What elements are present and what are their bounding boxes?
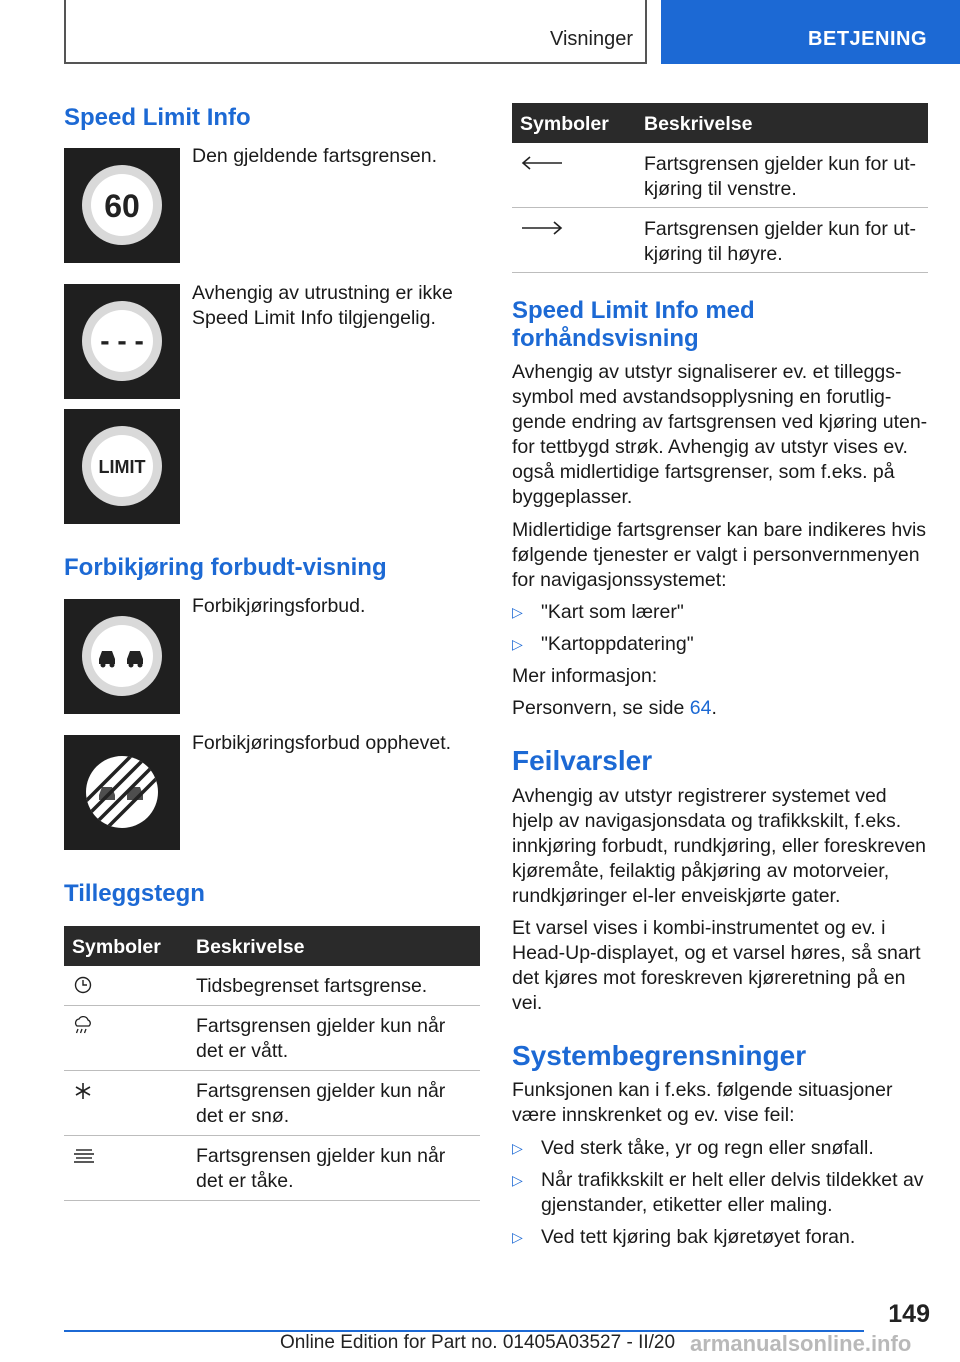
bullet-text: Når trafikkskilt er helt eller delvis tildekket av gjenstander, etiketter eller maling. bbox=[541, 1169, 924, 1216]
no-overtaking-sign-icon bbox=[64, 599, 180, 714]
sign-dash-text: - - - bbox=[100, 325, 144, 356]
errors-heading: Feilvarsler bbox=[512, 745, 653, 776]
row-description: Tidsbegrenset fartsgrense. bbox=[196, 975, 428, 997]
extra-signs-table bbox=[64, 926, 480, 1200]
arrow-left-icon bbox=[520, 155, 564, 171]
page-number: 149 bbox=[888, 1300, 930, 1328]
header-section-label: Visninger bbox=[549, 28, 633, 50]
limits-paragraph: Funksjonen kan i f.eks. følgende situasjoner være innskrenket og ev. vise feil: bbox=[512, 1079, 893, 1126]
fog-icon bbox=[72, 1146, 96, 1166]
row-description: Fartsgrensen gjelder kun for ut-kjøring til høyre. bbox=[644, 218, 917, 265]
limit-sign-icon bbox=[64, 409, 180, 524]
speed-limit-heading: Speed Limit Info bbox=[64, 104, 251, 131]
col-header-symbols: Symboler bbox=[520, 113, 609, 135]
sign-limit-text: LIMIT bbox=[98, 457, 146, 477]
no-overtaking-caption: Forbikjøringsforbud. bbox=[192, 595, 366, 617]
table-row bbox=[512, 143, 928, 208]
privacy-reference bbox=[512, 696, 717, 721]
direction-signs-table bbox=[512, 103, 928, 273]
privacy-page-link[interactable]: 64 bbox=[689, 697, 712, 719]
errors-paragraph-1: Avhengig av utstyr registrerer systemet ved hjelp av navigasjonsdata og trafikkskilt, f.eks. innkjøring forbudt, rundkjøring, eller foreskreven kjøremåte, feilaktig påkjøring av motorveier, rundkjøringer el-ler enveiskjørte gater. bbox=[512, 785, 927, 907]
col-header-description: Beskrivelse bbox=[644, 113, 753, 135]
table-row bbox=[64, 1071, 480, 1136]
header-chapter-label: BETJENING bbox=[808, 28, 927, 50]
more-info-label: Mer informasjon: bbox=[512, 665, 658, 687]
row-description: Fartsgrensen gjelder kun når det er vått. bbox=[196, 1015, 446, 1062]
bullet-text: Ved sterk tåke, yr og regn eller snøfall. bbox=[541, 1137, 874, 1159]
bullet-text: "Kartoppdatering" bbox=[541, 633, 694, 655]
bullet-text: Ved tett kjøring bak kjøretøyet foran. bbox=[541, 1226, 856, 1248]
bullet-triangle-icon: ▷ bbox=[512, 1229, 523, 1245]
snowflake-icon bbox=[72, 1081, 94, 1101]
table-header bbox=[512, 103, 928, 143]
bullet-text: "Kart som lærer" bbox=[541, 601, 684, 623]
col-header-description: Beskrivelse bbox=[196, 936, 305, 958]
end-no-overtaking-sign-icon bbox=[64, 735, 180, 850]
sign-unavailable-caption: Avhengig av utrustning er ikke Speed Limit Info tilgjengelig. bbox=[192, 282, 453, 329]
table-row bbox=[64, 1136, 480, 1201]
overtake-heading: Forbikjøring forbudt-visning bbox=[64, 554, 387, 581]
privacy-ref-text: Personvern, se side bbox=[512, 697, 685, 719]
clock-icon bbox=[72, 976, 94, 994]
edition-text: Online Edition for Part no. 01405A03527 - II/20 bbox=[280, 1332, 676, 1353]
table-header bbox=[64, 926, 480, 966]
privacy-period: . bbox=[711, 697, 717, 719]
sign-60-text: 60 bbox=[104, 188, 140, 224]
bullet-triangle-icon: ▷ bbox=[512, 636, 523, 652]
limits-heading: Systembegrensninger bbox=[512, 1040, 807, 1071]
table-row bbox=[512, 208, 928, 273]
speed-unavailable-sign-icon bbox=[64, 284, 180, 399]
preview-heading: Speed Limit Info med forhåndsvisning bbox=[512, 297, 755, 352]
errors-paragraph-2: Et varsel vises i kombi-instrumentet og ev. i Head-Up-displayet, og et varsel høres, så snart det kjøres mot foreskreven kjøreretning på en vei. bbox=[512, 917, 921, 1014]
row-description: Fartsgrensen gjelder kun for ut-kjøring til venstre. bbox=[644, 153, 917, 200]
sign-60-caption: Den gjeldende fartsgrensen. bbox=[192, 145, 437, 167]
header-section-tab bbox=[64, 0, 647, 64]
bullet-triangle-icon: ▷ bbox=[512, 604, 523, 620]
col-header-symbols: Symboler bbox=[72, 936, 161, 958]
extra-signs-heading: Tilleggstegn bbox=[64, 880, 205, 907]
rain-cloud-icon bbox=[72, 1016, 94, 1036]
speed-60-sign-icon bbox=[64, 148, 180, 263]
bullet-triangle-icon: ▷ bbox=[512, 1140, 523, 1156]
row-description: Fartsgrensen gjelder kun når det er snø. bbox=[196, 1080, 446, 1127]
arrow-right-icon bbox=[520, 220, 564, 236]
preview-paragraph-1: Avhengig av utstyr signaliserer ev. et tilleggs-symbol med avstandsopplysning en forutlig-gende endring av fartsgrensen ved kjøring uten-for tettbygd strøk. Avhengig av utstyr vises ev. også midlertidige fartsgrenser, som f.eks. på byggeplasser. bbox=[512, 361, 928, 508]
preview-paragraph-2: Midlertidige fartsgrenser kan bare indikeres hvis følgende tjenester er valgt i personvernmenyen for navigasjonssystemet: bbox=[512, 519, 927, 591]
end-no-overtaking-caption: Forbikjøringsforbud opphevet. bbox=[192, 732, 452, 754]
watermark: armanualsonline.info bbox=[690, 1331, 912, 1356]
row-description: Fartsgrensen gjelder kun når det er tåke. bbox=[196, 1145, 446, 1192]
header-chapter-tab bbox=[661, 0, 960, 64]
table-row bbox=[64, 1006, 480, 1071]
bullet-triangle-icon: ▷ bbox=[512, 1172, 523, 1188]
table-row bbox=[64, 966, 480, 1006]
